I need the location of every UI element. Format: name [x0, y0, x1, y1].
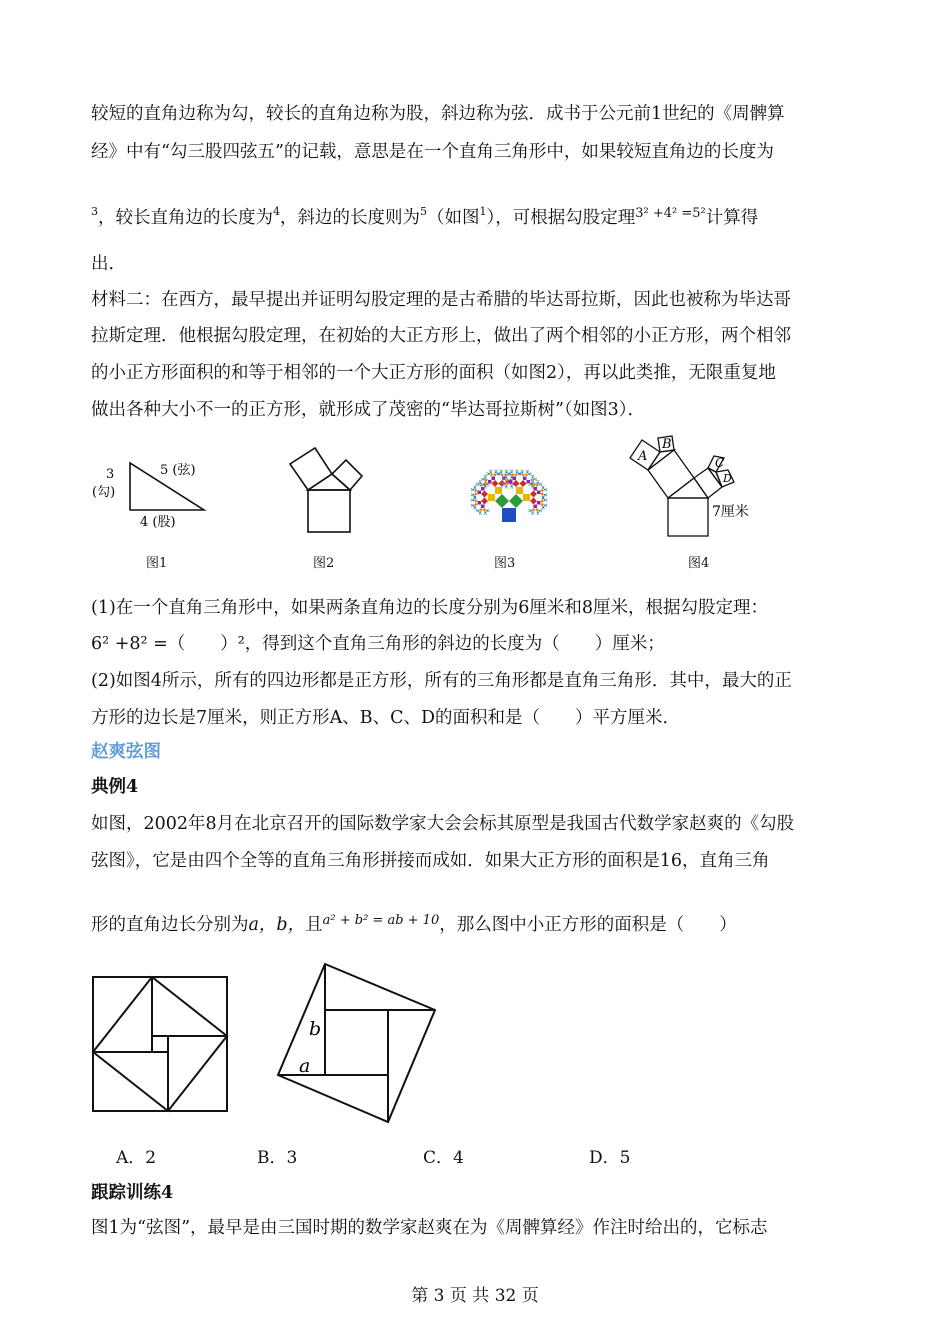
tree-square — [478, 513, 480, 515]
para-line-3 — [91, 200, 758, 230]
tree-square — [500, 473, 504, 477]
tree-square — [474, 496, 476, 498]
fig1-base: 4 (股) — [140, 515, 176, 530]
tree-square — [541, 511, 543, 513]
fig1-hyp: 5 (弦) — [160, 463, 196, 478]
option-b[interactable]: B．3 — [257, 1148, 298, 1168]
tree-square — [532, 512, 534, 514]
zhao-shuang-square-figure — [92, 976, 232, 1116]
tree-square — [537, 501, 541, 505]
tree-square — [509, 494, 523, 508]
tree-square — [543, 508, 545, 510]
tree-square — [506, 485, 508, 487]
tree-square — [533, 475, 535, 477]
tree-square — [488, 511, 490, 513]
tree-square — [513, 477, 517, 481]
example-line-3 — [91, 909, 737, 937]
tree-square — [516, 487, 523, 494]
tree-square — [472, 494, 474, 496]
label-b: b — [309, 1018, 322, 1040]
tree-square — [474, 499, 478, 503]
tree-square — [478, 480, 480, 482]
tree-square — [541, 499, 545, 503]
tree-square — [512, 487, 514, 489]
tree-square — [521, 471, 523, 473]
tree-square — [506, 477, 508, 479]
tilted-square-figure — [275, 962, 440, 1127]
tree-square — [534, 487, 538, 491]
fig3-caption: 图3 — [494, 556, 516, 571]
para-line-2: 经》中有“勾三股四弦五”的记载，意思是在一个直角三角形中，如果较短直角边的长度为 — [91, 142, 774, 162]
tree-square — [521, 473, 525, 477]
tree-square — [485, 512, 487, 514]
tree-square — [528, 473, 530, 475]
para-line-8: 做出各种大小不一的正方形，就形成了茂密的“毕达哥拉斯树”（如图3）． — [91, 400, 646, 420]
tree-square — [488, 484, 490, 486]
tree-square — [546, 498, 548, 500]
tree-square — [523, 494, 530, 501]
tree-square — [541, 492, 545, 496]
tree-square — [478, 484, 480, 486]
tree-square — [531, 513, 533, 515]
tree-square — [486, 472, 488, 474]
para-line-1: 较短的直角边称为勾，较长的直角边称为股，斜边称为弦．成书于公元前1世纪的《周髀算 — [91, 104, 785, 124]
tree-square — [517, 470, 519, 472]
tree-square — [538, 480, 540, 482]
tree-square — [483, 508, 487, 512]
tree-square — [489, 470, 491, 472]
tree-square — [481, 498, 488, 505]
tree-square — [481, 505, 485, 509]
tree-square — [546, 493, 548, 495]
tree-square — [537, 482, 539, 484]
num-1: 1 — [479, 205, 487, 218]
tree-square — [472, 499, 474, 501]
tree-square — [544, 494, 546, 496]
tree-square — [511, 477, 513, 479]
text: ，斜边的长度则为 — [280, 208, 420, 228]
tree-square — [530, 498, 537, 505]
text: ），可根据勾股定理 — [486, 208, 636, 228]
text: 形的直角边长分别为 — [91, 915, 249, 935]
tree-square — [525, 473, 529, 477]
tree-square — [532, 482, 534, 484]
tree-square — [495, 471, 497, 473]
tree-square — [483, 484, 485, 486]
tree-square — [471, 500, 473, 502]
tree-square — [478, 510, 480, 512]
tree-square — [516, 471, 518, 473]
tree-square — [522, 470, 524, 472]
tree-square — [541, 483, 543, 485]
tree-square — [471, 490, 473, 492]
example-line-2: 弦图》，它是由四个全等的直角三角形拼接而成如．如果大正方形的面积是16，直角三角 — [91, 851, 770, 871]
para-line-5: 材料二：在西方，最早提出并证明勾股定理的是古希腊的毕达哥拉斯，因此也被称为毕达哥 — [91, 290, 791, 310]
tree-square — [471, 495, 473, 497]
tree-square — [526, 470, 528, 472]
tree-square — [492, 477, 496, 481]
option-d[interactable]: D．5 — [589, 1148, 631, 1168]
tree-square — [515, 470, 517, 472]
tree-square — [471, 504, 473, 506]
tree-square — [538, 513, 540, 515]
tree-square — [520, 480, 527, 487]
example-title: 典例4 — [91, 777, 139, 797]
tree-square — [471, 493, 473, 495]
text: 且 — [305, 915, 323, 935]
tree-square — [543, 485, 545, 487]
num-3: 3 — [91, 205, 98, 218]
tree-square — [480, 513, 482, 515]
tree-square — [533, 513, 535, 515]
tree-square — [502, 508, 516, 522]
tree-square — [528, 484, 530, 486]
tree-square — [505, 487, 507, 489]
tree-square — [528, 511, 530, 513]
tree-square — [534, 505, 538, 509]
tree-square — [506, 470, 508, 472]
tree-square — [485, 513, 487, 515]
tree-square — [499, 470, 501, 472]
tree-square — [471, 488, 473, 490]
tree-square — [530, 472, 532, 474]
tree-square — [484, 513, 486, 515]
tree-square — [509, 480, 513, 484]
tree-square — [488, 509, 490, 511]
text: ，较长直角边的长度为 — [98, 208, 273, 228]
tree-square — [542, 506, 544, 508]
fig4-caption: 图4 — [688, 556, 710, 571]
tree-square — [494, 470, 496, 472]
tree-square — [481, 477, 483, 479]
tree-square — [474, 492, 478, 496]
vars-ab: a，b， — [248, 915, 306, 935]
text: 计算得 — [705, 208, 759, 228]
tree-square — [474, 487, 476, 489]
tree-square — [509, 473, 511, 475]
tree-square — [493, 473, 497, 477]
tree-square — [495, 494, 509, 508]
section-heading: 赵爽弦图 — [91, 742, 161, 762]
tree-square — [544, 505, 546, 507]
tree-square — [500, 471, 502, 473]
tree-square — [520, 470, 522, 472]
tree-square — [474, 506, 476, 508]
tree-square — [546, 505, 548, 507]
label-a: a — [299, 1055, 311, 1077]
tree-square — [479, 508, 483, 512]
tree-square — [499, 473, 501, 475]
tree-square — [546, 495, 548, 497]
tree-square — [512, 470, 514, 472]
tree-square — [527, 470, 529, 472]
tree-square — [485, 485, 487, 487]
tree-square — [485, 487, 487, 489]
example-line-1: 如图，2002年8月在北京召开的国际数学家大会会标其原型是我国古代数学家赵爽的《勾股 — [91, 814, 795, 834]
tree-square — [528, 509, 530, 511]
tree-square — [542, 487, 544, 489]
tree-square — [544, 489, 546, 491]
tree-square — [479, 512, 481, 514]
tree-square — [506, 487, 508, 489]
figure-2 — [280, 440, 380, 540]
tree-square — [484, 475, 486, 477]
fig1-caption: 图1 — [146, 556, 168, 571]
tree-square — [514, 473, 518, 477]
tree-square — [530, 484, 532, 486]
tree-square — [544, 499, 546, 501]
tree-square — [504, 478, 506, 480]
formula-345: 3² +4² =5² — [635, 206, 706, 221]
tree-square — [490, 471, 492, 473]
fig4-label-C: C — [715, 456, 725, 470]
tree-square — [505, 470, 507, 472]
tree-square — [483, 478, 485, 480]
tree-square — [546, 500, 548, 502]
tree-square — [511, 485, 513, 487]
fig4-side: 7厘米 — [712, 504, 749, 520]
figure-1 — [90, 450, 220, 540]
tree-square — [478, 501, 482, 505]
tree-square — [495, 487, 502, 494]
option-a[interactable]: A．2 — [116, 1148, 157, 1168]
para-line-6: 拉斯定理．他根据勾股定理，在初始的大正方形上，做出了两个相邻的小正方形，两个相邻 — [91, 326, 791, 346]
fig4-label-A: A — [638, 449, 648, 464]
tree-square — [490, 473, 494, 477]
tree-square — [491, 470, 493, 472]
tree-square — [481, 491, 488, 498]
tree-square — [541, 503, 545, 507]
tree-square — [527, 471, 529, 473]
tree-square — [513, 480, 520, 487]
tree-square — [530, 491, 537, 498]
tree-square — [486, 510, 488, 512]
tree-square — [546, 490, 548, 492]
tree-square — [471, 505, 473, 507]
tree-square — [546, 488, 548, 490]
tree-square — [492, 480, 499, 487]
tree-square — [506, 471, 508, 473]
para-line-7: 的小正方形面积的和等于相邻的一个大正方形的面积（如图2），再以此类推，无限重复地 — [91, 363, 776, 383]
tree-square — [488, 473, 490, 475]
question-2-line-1: (2)如图4所示，所有的四边形都是正方形，所有的三角形都是直角三角形．其中，最大的正 — [91, 671, 792, 691]
fig4-label-D: D — [723, 472, 732, 485]
tree-square — [541, 489, 545, 493]
tree-square — [534, 478, 536, 480]
tree-square — [520, 473, 522, 475]
formula-ab: a² + b² = ab + 10 — [322, 913, 440, 928]
num-5: 5 — [420, 205, 427, 218]
tree-square — [478, 491, 482, 495]
tree-square — [488, 494, 495, 501]
tree-square — [485, 477, 487, 479]
tree-square — [479, 482, 481, 484]
tree-square — [496, 470, 498, 472]
tree-square — [488, 480, 492, 484]
tree-square — [532, 508, 536, 512]
tree-square — [523, 477, 527, 481]
tree-square — [539, 510, 541, 512]
fig4-label-B: B — [662, 437, 672, 452]
question-2-line-2: 方形的边长是7厘米，则正方形A、B、C、D的面积和是（ ）平方厘米． — [91, 708, 681, 728]
question-1-line-1: (1)在一个直角三角形中，如果两条直角边的长度分别为6厘米和8厘米，根据勾股定理： — [91, 598, 769, 618]
tree-square — [476, 483, 478, 485]
tree-square — [510, 470, 512, 472]
tree-square — [535, 477, 537, 479]
tree-square — [504, 484, 506, 486]
tree-square — [511, 471, 513, 473]
text: （如图 — [427, 208, 480, 228]
tree-square — [474, 503, 478, 507]
tree-square — [530, 510, 532, 512]
training-line-1: 图1为“弦图”，最早是由三国时期的数学家赵爽在为《周髀算经》作注时给出的，它标志 — [91, 1218, 768, 1238]
tree-square — [472, 489, 474, 491]
text: ，那么图中小正方形的面积是（ ） — [439, 915, 737, 935]
figure-3-pythagoras-tree — [440, 440, 580, 530]
tree-square — [537, 512, 539, 514]
tree-square — [471, 498, 473, 500]
tree-square — [542, 498, 544, 500]
tree-square — [510, 487, 512, 489]
tree-square — [536, 513, 538, 515]
tree-square — [474, 489, 478, 493]
para-line-4: 出． — [91, 254, 126, 274]
tree-square — [473, 508, 475, 510]
fig1-side3: 3 — [106, 467, 115, 482]
figure-4 — [620, 430, 770, 540]
tree-square — [501, 470, 503, 472]
training-title: 跟踪训练4 — [91, 1183, 174, 1203]
tree-square — [539, 484, 541, 486]
tree-square — [546, 504, 548, 506]
fig1-gou: (勾) — [92, 485, 116, 500]
tree-square — [531, 487, 533, 489]
tree-square — [535, 508, 539, 512]
tree-square — [473, 485, 475, 487]
tree-square — [476, 511, 478, 513]
tree-square — [537, 491, 541, 495]
num-4: 4 — [273, 205, 280, 218]
page-footer: 第 3 页 共 32 页 — [411, 1286, 539, 1306]
option-c[interactable]: C．4 — [423, 1148, 464, 1168]
question-1-line-2: 6² +8² =（ ）²，得到这个直角三角形的斜边的长度为（ ）厘米； — [91, 634, 665, 654]
tree-square — [472, 505, 474, 507]
fig2-caption: 图2 — [313, 556, 335, 571]
tree-square — [532, 477, 534, 479]
